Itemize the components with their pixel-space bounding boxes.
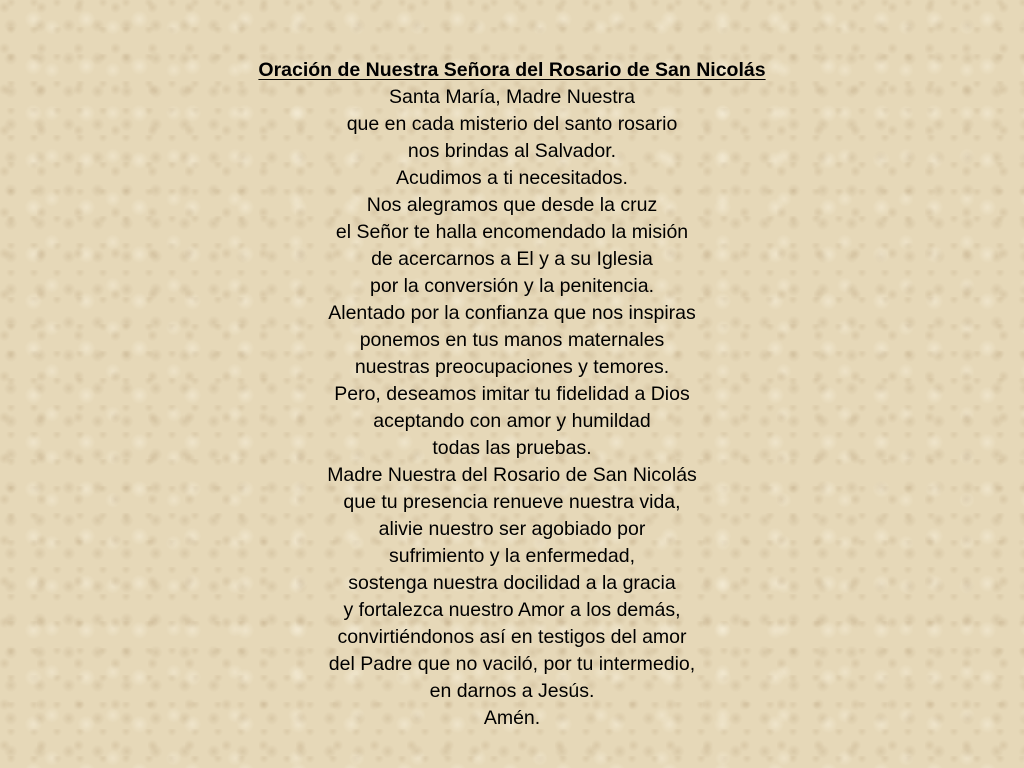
prayer-line: aceptando con amor y humildad [373, 410, 651, 432]
prayer-body [0, 84, 1024, 732]
prayer-line: Alentado por la confianza que nos inspiras [328, 302, 696, 324]
prayer-line: del Padre que no vaciló, por tu intermedio, [328, 653, 696, 675]
prayer-line: el Señor te halla encomendado la misión [335, 221, 689, 243]
prayer-line: Pero, deseamos imitar tu fidelidad a Dios [334, 383, 690, 405]
prayer-line: en darnos a Jesús. [429, 680, 595, 702]
prayer-line: Santa María, Madre Nuestra [388, 86, 636, 108]
prayer-line: por la conversión y la penitencia. [370, 275, 654, 297]
prayer-line: que tu presencia renueve nuestra vida, [343, 491, 681, 513]
prayer-line: nos brindas al Salvador. [407, 140, 617, 162]
prayer-line: de acercarnos a El y a su Iglesia [371, 248, 653, 270]
prayer-line: sufrimiento y la enfermedad, [388, 545, 636, 567]
prayer-line: alivie nuestro ser agobiado por [378, 518, 646, 540]
prayer-line: ponemos en tus manos maternales [359, 329, 665, 351]
prayer-line: Amén. [483, 707, 541, 729]
prayer-line: sostenga nuestra docilidad a la gracia [348, 572, 676, 594]
prayer-line: y fortalezca nuestro Amor a los demás, [343, 599, 681, 621]
prayer-line: Nos alegramos que desde la cruz [366, 194, 658, 216]
prayer-line: Acudimos a ti necesitados. [396, 167, 628, 189]
prayer-line: todas las pruebas. [432, 437, 592, 459]
prayer-line: que en cada misterio del santo rosario [346, 113, 678, 135]
prayer-line: Madre Nuestra del Rosario de San Nicolás [327, 464, 697, 486]
prayer-line: nuestras preocupaciones y temores. [354, 356, 670, 378]
prayer-line: convirtiéndonos así en testigos del amor [337, 626, 687, 648]
prayer-title: Oración de Nuestra Señora del Rosario de San Nicolás [258, 59, 766, 81]
prayer-document [0, 57, 1024, 732]
